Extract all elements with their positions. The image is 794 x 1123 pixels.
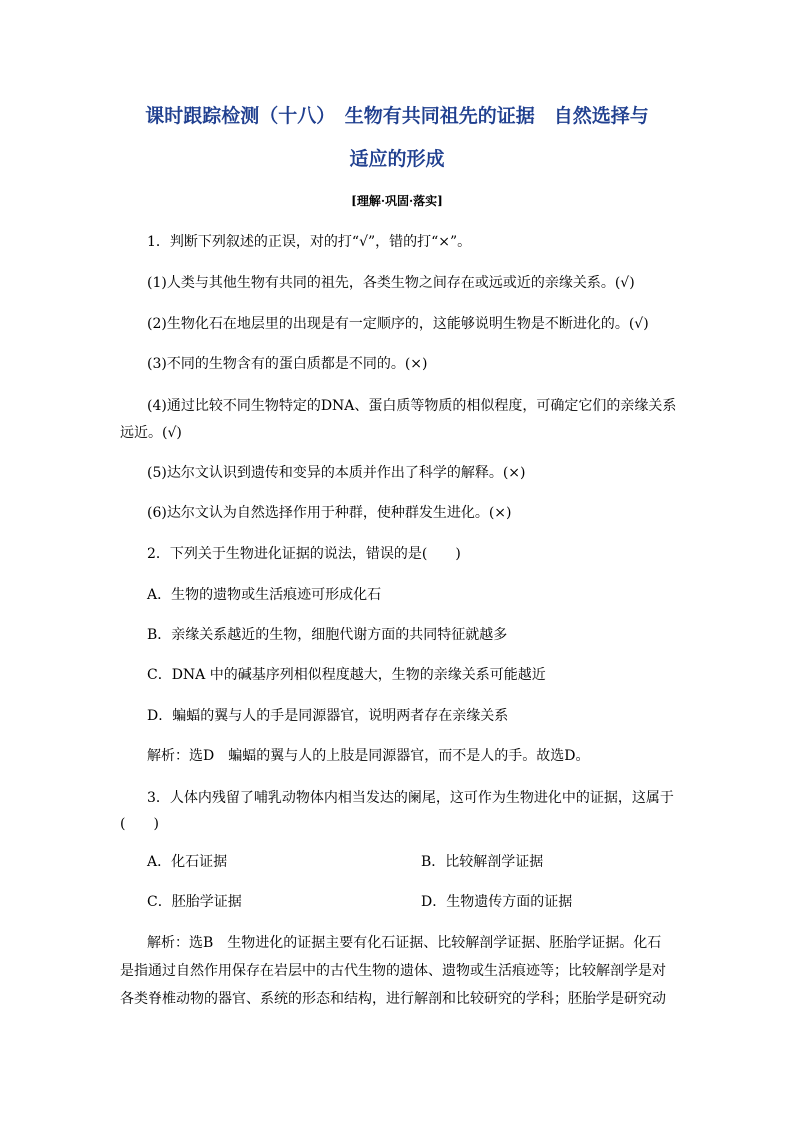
question-3-analysis-line: 解析：选B 生物进化的证据主要有化石证据、比较解剖学证据、胚胎学证据。化石 [147, 935, 662, 951]
question-1-item: (1)人类与其他生物有共同的祖先，各类生物之间存在或远或近的亲缘关系。(√) [147, 275, 635, 291]
question-3-analysis-line: 各类脊椎动物的器官、系统的形态和结构，进行解剖和比较研究的学科；胚胎学是研究动 [120, 991, 666, 1007]
question-2-analysis: 解析：选D 蝙蝠的翼与人的上肢是同源器官，而不是人的手。故选D。 [147, 748, 590, 764]
question-3-option-b: B．比较解剖学证据 [421, 854, 544, 870]
question-1-item: (3)不同的生物含有的蛋白质都是不同的。(×) [147, 356, 428, 372]
question-1-item: (4)通过比较不同生物特定的DNA、蛋白质等物质的相似程度，可确定它们的亲缘关系 [147, 398, 677, 414]
page-title-line-1: 课时跟踪检测（十八） 生物有共同祖先的证据 自然选择与 [145, 105, 649, 127]
question-3-stem-continued: ( ) [120, 816, 159, 832]
question-3-stem: 3．人体内残留了哺乳动物体内相当发达的阑尾，这可作为生物进化中的证据，这属于 [147, 790, 674, 806]
question-1-item: (6)达尔文认为自然选择作用于种群，使种群发生进化。(×) [147, 505, 512, 521]
question-1-stem: 1．判断下列叙述的正误，对的打“√”，错的打“×”。 [147, 234, 472, 250]
question-1-item: (2)生物化石在地层里的出现是有一定顺序的，这能够说明生物是不断进化的。(√) [147, 316, 649, 332]
section-subtitle: [理解·巩固·落实] [351, 194, 443, 208]
question-2-option-c: C．DNA 中的碱基序列相似程度越大，生物的亲缘关系可能越近 [147, 667, 546, 683]
question-3-option-c: C．胚胎学证据 [147, 894, 242, 910]
page-title-line-2: 适应的形成 [349, 148, 445, 170]
question-3-option-d: D．生物遗传方面的证据 [421, 894, 573, 910]
question-1-item-continued: 远近。(√) [120, 425, 182, 441]
question-2-option-d: D．蝙蝠的翼与人的手是同源器官，说明两者存在亲缘关系 [147, 708, 509, 724]
question-3-analysis-line: 是指通过自然作用保存在岩层中的古代生物的遗体、遗物或生活痕迹等；比较解剖学是对 [120, 963, 666, 979]
question-2-stem: 2．下列关于生物进化证据的说法，错误的是( ) [147, 546, 461, 562]
question-1-item: (5)达尔文认识到遗传和变异的本质并作出了科学的解释。(×) [147, 465, 526, 481]
question-2-option-a: A．生物的遗物或生活痕迹可形成化石 [147, 587, 382, 603]
question-3-option-a: A．化石证据 [147, 854, 228, 870]
question-2-option-b: B．亲缘关系越近的生物，细胞代谢方面的共同特征就越多 [147, 627, 508, 643]
